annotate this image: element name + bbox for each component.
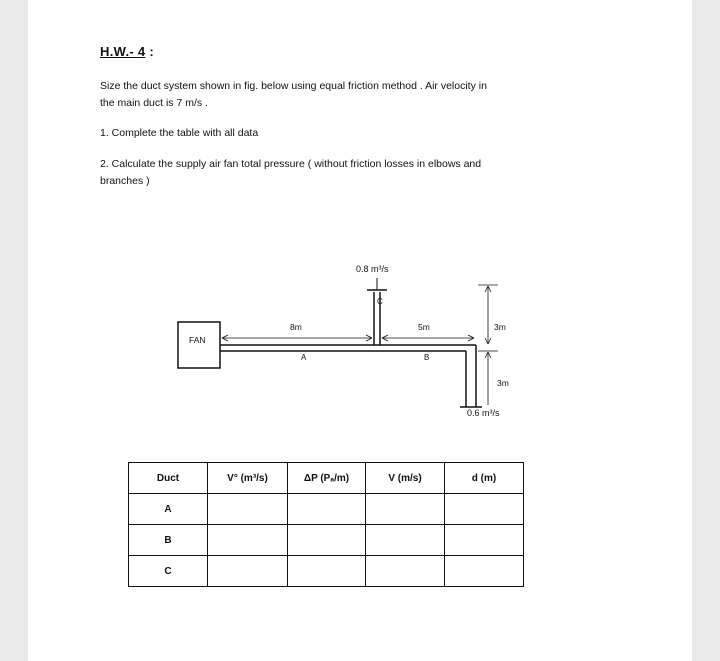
task-2-line-1: 2. Calculate the supply air fan total pressure ( without friction losses in elbows and [100,158,482,170]
homework-title-suffix: : [145,44,154,59]
flow-label-bottom: 0.6 m³/s [467,408,500,418]
dim-label-3m-down: 3m [497,378,509,388]
header-pressure-drop: ΔP (Pₐ/m) [288,463,366,494]
problem-line-1: Size the duct system shown in fig. below using equal friction method . Air velocity in [100,80,487,92]
dim-label-3m-right: 3m [494,322,506,332]
header-velocity: V (m/s) [366,463,445,494]
header-flow-rate: V° (m³/s) [208,463,288,494]
problem-line-2: the main duct is 7 m/s . [100,97,208,109]
row-b-velocity[interactable] [366,525,445,556]
table-row [129,556,524,587]
row-a-diameter[interactable] [445,494,524,525]
row-b-flow[interactable] [208,525,288,556]
task-2-line-2: branches ) [100,175,150,187]
duct-sizing-table [128,462,524,587]
row-b-duct: B [129,525,208,556]
row-c-diameter[interactable] [445,556,524,587]
table-row [129,525,524,556]
table-row [129,494,524,525]
task-1: 1. Complete the table with all data [100,127,259,139]
row-a-flow[interactable] [208,494,288,525]
dim-label-8m: 8m [290,322,302,332]
header-duct: Duct [129,463,208,494]
label-b: B [424,353,430,362]
dim-label-5m: 5m [418,322,430,332]
row-b-dp[interactable] [288,525,366,556]
row-c-flow[interactable] [208,556,288,587]
fan-box [178,322,220,368]
row-c-velocity[interactable] [366,556,445,587]
homework-number: 4 [137,44,146,59]
flow-label-top: 0.8 m³/s [356,264,389,274]
label-c: C [377,297,383,306]
homework-title-prefix: H.W.- [100,44,138,59]
fan-label: FAN [189,335,206,345]
row-c-duct: C [129,556,208,587]
row-a-duct: A [129,494,208,525]
row-b-diameter[interactable] [445,525,524,556]
label-a: A [301,353,307,362]
table-header-row [129,463,524,494]
row-c-dp[interactable] [288,556,366,587]
header-diameter: d (m) [445,463,524,494]
row-a-dp[interactable] [288,494,366,525]
row-a-velocity[interactable] [366,494,445,525]
